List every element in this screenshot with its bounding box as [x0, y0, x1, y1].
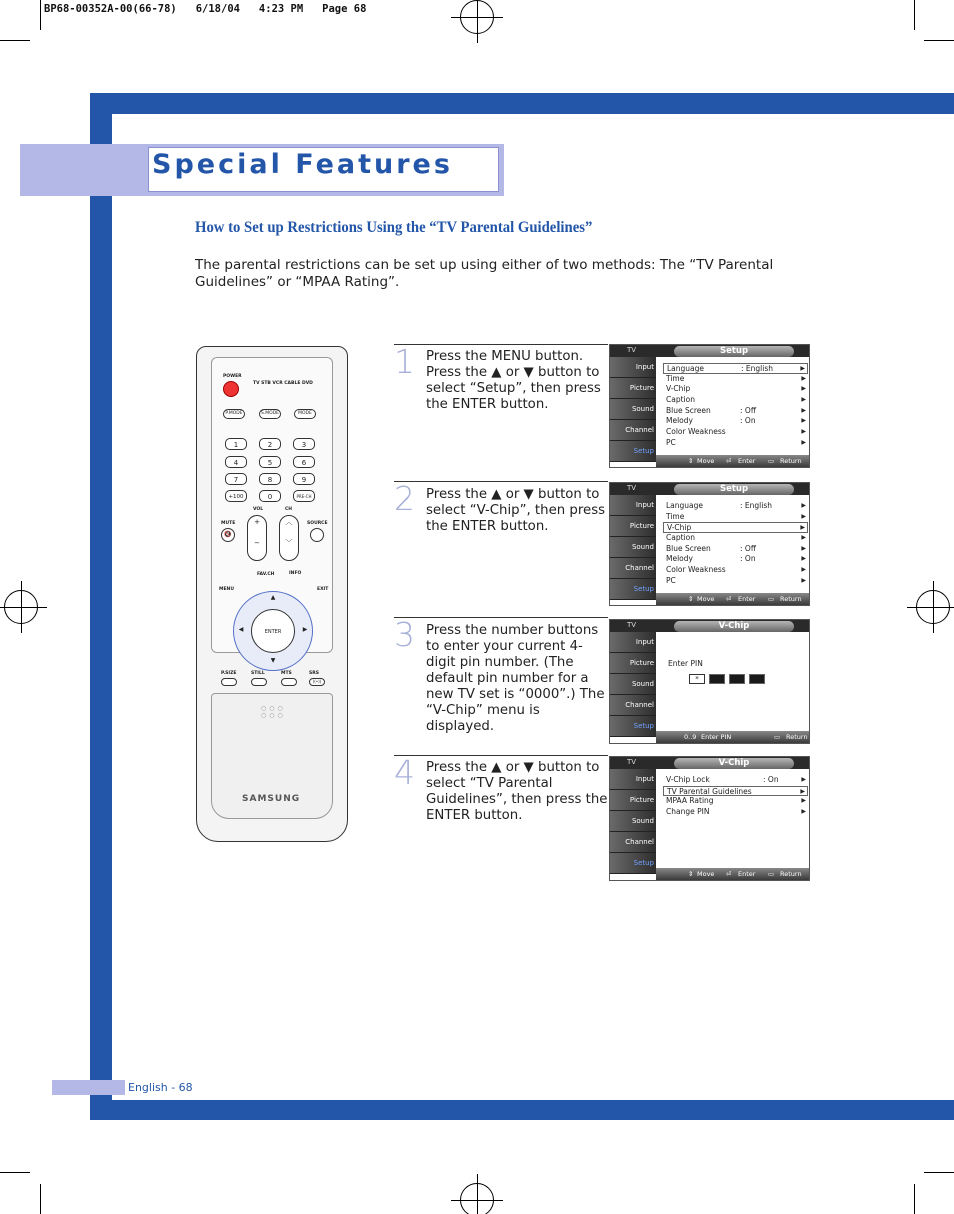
mts-button — [281, 678, 297, 686]
osd-title: V-Chip — [674, 621, 794, 632]
osd-row: Language : English ▶ — [666, 501, 806, 510]
arrow-right-icon: ▶ — [801, 534, 806, 542]
osd-side-sound: Sound — [610, 399, 656, 420]
mode-button: MODE — [294, 409, 316, 419]
page-frame-bottom — [90, 1100, 954, 1120]
mode-labels: TV STB VCR CABLE DVD — [253, 381, 313, 386]
samsung-logo: SAMSUNG — [242, 794, 301, 804]
osd-list — [663, 363, 808, 449]
nav-left-icon: ◀ — [238, 626, 244, 633]
ch-rocker — [279, 515, 299, 561]
arrow-right-icon: ▶ — [800, 787, 805, 795]
pin-digit-2 — [709, 674, 725, 684]
osd-tv-label: TV — [627, 758, 637, 766]
vol-rocker — [247, 515, 267, 561]
remote-control — [196, 346, 348, 842]
osd-list — [663, 775, 808, 818]
osd-sidebar — [610, 495, 656, 600]
key-7: 7 — [225, 473, 247, 485]
osd-title: Setup — [674, 346, 794, 357]
source-button — [310, 528, 324, 542]
key-3: 3 — [293, 438, 315, 450]
vol-label: VOL — [253, 507, 264, 512]
registration-mark — [916, 590, 950, 624]
step-4-text: Press the ▲ or ▼ button to select “TV Parental Guidelines”, then press the ENTER button. — [426, 760, 608, 823]
move-icon: ⇕ — [688, 595, 694, 603]
menu-label: MENU — [219, 587, 234, 592]
still-button — [251, 678, 267, 686]
key-8: 8 — [259, 473, 281, 485]
arrow-right-icon: ▶ — [800, 365, 805, 372]
smode-button: S.MODE — [259, 409, 281, 419]
vol-up-icon: + — [254, 518, 260, 526]
key-0: 0 — [259, 490, 281, 502]
pin-digit-4 — [749, 674, 765, 684]
page-title: Special Features — [152, 149, 453, 180]
pin-digit-3 — [729, 674, 745, 684]
key-6: 6 — [293, 456, 315, 468]
osd-side-input: Input — [610, 357, 656, 378]
osd-row: PC ▶ — [666, 575, 806, 585]
source-label: SOURCE — [307, 521, 328, 526]
page-frame-top — [90, 93, 954, 114]
step-divider — [394, 481, 608, 482]
digits-icon: 0..9 — [684, 733, 697, 741]
arrow-right-icon: ▶ — [801, 428, 806, 436]
osd-header — [610, 345, 809, 357]
osd-header — [610, 620, 809, 632]
srs-label: SRS — [309, 671, 319, 676]
nav-up-icon: ▲ — [270, 594, 276, 601]
osd-side-picture: Picture — [610, 790, 656, 811]
enter-button: ENTER — [251, 609, 295, 653]
osd-row: MPAA Rating ▶ — [666, 796, 806, 806]
ch-up-icon: ︿ — [285, 518, 293, 526]
osd-footer: 0..9 Enter PIN ▭ Return — [656, 731, 809, 743]
osd-row: Caption ▶ — [666, 533, 806, 543]
enter-icon: ⏎ — [726, 595, 732, 603]
intro-paragraph: The parental restrictions can be set up using either of two methods: The “TV Parental Guidelines” or “MPAA Rating”. — [195, 257, 774, 290]
arrow-right-icon: ▶ — [801, 512, 806, 520]
return-icon: ▭ — [774, 733, 781, 741]
key-1: 1 — [225, 438, 247, 450]
power-button — [223, 381, 239, 397]
osd-row: Blue Screen : Off ▶ — [666, 543, 806, 553]
osd-row: Language : English ▶ — [663, 363, 808, 374]
still-label: STILL — [251, 671, 265, 676]
arrow-right-icon: ▶ — [801, 566, 806, 574]
osd-footer: ⇕ Move ⏎ Enter ▭ Return — [656, 593, 809, 605]
enter-icon: ⏎ — [726, 870, 732, 878]
arrow-right-icon: ▶ — [801, 502, 806, 509]
osd-header — [610, 483, 809, 495]
osd-setup-menu-2 — [609, 482, 810, 606]
osd-side-input: Input — [610, 769, 656, 790]
arrow-right-icon: ▶ — [801, 374, 806, 382]
osd-side-setup: Setup — [610, 441, 656, 462]
pmode-button: P.MODE — [223, 409, 245, 419]
step-1-number: 1 — [394, 342, 415, 381]
osd-row: Melody : On ▶ — [666, 554, 806, 564]
osd-setup-menu-1 — [609, 344, 810, 468]
osd-side-setup: Setup — [610, 579, 656, 600]
mute-button: 🔇 — [221, 528, 235, 542]
osd-side-picture: Picture — [610, 378, 656, 399]
osd-side-channel: Channel — [610, 420, 656, 441]
step-divider — [394, 755, 608, 756]
osd-side-channel: Channel — [610, 558, 656, 579]
osd-side-setup: Setup — [610, 853, 656, 874]
key-5: 5 — [259, 456, 281, 468]
osd-sidebar — [610, 769, 656, 874]
exit-label: EXIT — [317, 587, 329, 592]
nav-right-icon: ▶ — [302, 626, 308, 633]
page-number: English - 68 — [128, 1081, 193, 1094]
pin-digit-1: * — [689, 674, 705, 684]
pre-ch-button: PRE-CH — [293, 490, 315, 502]
registration-mark — [460, 1183, 494, 1214]
osd-row: V-Chip ▶ — [663, 522, 808, 533]
registration-mark — [4, 590, 38, 624]
crop-mark — [0, 40, 30, 41]
osd-row: Blue Screen : Off ▶ — [666, 405, 806, 415]
osd-row: V-Chip ▶ — [666, 384, 806, 394]
osd-side-channel: Channel — [610, 695, 656, 716]
crop-mark — [914, 0, 915, 30]
osd-side-picture: Picture — [610, 653, 656, 674]
crop-mark — [0, 1172, 30, 1173]
osd-row: Time ▶ — [666, 511, 806, 521]
page-frame-left — [90, 93, 112, 1120]
return-icon: ▭ — [768, 870, 775, 878]
key-2: 2 — [259, 438, 281, 450]
arrow-right-icon: ▶ — [801, 417, 806, 425]
osd-side-picture: Picture — [610, 516, 656, 537]
vol-down-icon: − — [254, 539, 260, 547]
arrow-right-icon: ▶ — [801, 544, 806, 552]
osd-row: Color Weakness ▶ — [666, 427, 806, 437]
crop-mark — [924, 1172, 954, 1173]
remote-indicator-dots: ○○○ ○○○ — [261, 705, 286, 719]
osd-vchip-menu — [609, 756, 810, 881]
step-3-number: 3 — [394, 615, 415, 654]
arrow-right-icon: ▶ — [801, 396, 806, 404]
arrow-right-icon: ▶ — [801, 555, 806, 563]
osd-header — [610, 757, 809, 769]
footer-band — [52, 1080, 125, 1095]
arrow-right-icon: ▶ — [801, 797, 806, 805]
info-label: INFO — [289, 571, 302, 576]
arrow-right-icon: ▶ — [801, 406, 806, 414]
osd-side-channel: Channel — [610, 832, 656, 853]
key-plus100: +100 — [225, 490, 247, 502]
step-2-number: 2 — [394, 479, 415, 518]
osd-row: PC ▶ — [666, 437, 806, 447]
arrow-right-icon: ▶ — [801, 776, 806, 783]
crop-mark — [40, 0, 41, 30]
step-2-text: Press the ▲ or ▼ button to select “V-Chip”, then press the ENTER button. — [426, 487, 606, 534]
ch-label: CH — [285, 507, 293, 512]
enter-pin-label: Enter PIN — [668, 659, 703, 668]
osd-side-input: Input — [610, 495, 656, 516]
step-divider — [394, 344, 608, 345]
osd-row: Time ▶ — [666, 373, 806, 383]
arrow-right-icon: ▶ — [801, 808, 806, 816]
osd-title: Setup — [674, 484, 794, 495]
return-icon: ▭ — [768, 457, 775, 465]
psize-label: P.SIZE — [221, 671, 237, 676]
osd-footer: ⇕ Move ⏎ Enter ▭ Return — [656, 868, 809, 880]
osd-title: V-Chip — [674, 758, 794, 769]
move-icon: ⇕ — [688, 870, 694, 878]
osd-tv-label: TV — [627, 621, 637, 629]
nav-down-icon: ▼ — [270, 657, 276, 664]
osd-row: Color Weakness ▶ — [666, 565, 806, 575]
osd-tv-label: TV — [627, 346, 637, 354]
osd-sidebar — [610, 632, 656, 737]
arrow-right-icon: ▶ — [801, 438, 806, 446]
print-slug: BP68-00352A-00(66-78) 6/18/04 4:23 PM Page 68 — [44, 3, 367, 15]
crop-mark — [914, 1184, 915, 1214]
power-label: POWER — [223, 374, 242, 379]
osd-side-input: Input — [610, 632, 656, 653]
osd-row: Change PIN ▶ — [666, 807, 806, 817]
osd-row: Melody : On ▶ — [666, 416, 806, 426]
step-divider — [394, 617, 608, 618]
mute-label: MUTE — [221, 521, 236, 526]
move-icon: ⇕ — [688, 457, 694, 465]
osd-footer: ⇕ Move ⏎ Enter ▭ Return — [656, 455, 809, 467]
ch-down-icon: ﹀ — [285, 539, 293, 547]
return-icon: ▭ — [768, 595, 775, 603]
arrow-right-icon: ▶ — [801, 576, 806, 584]
key-4: 4 — [225, 456, 247, 468]
osd-row: V-Chip Lock : On ▶ — [666, 775, 806, 784]
osd-tv-label: TV — [627, 484, 637, 492]
step-1-text: Press the MENU button. Press the ▲ or ▼ button to select “Setup”, then press the ENTER button. — [426, 349, 601, 412]
step-4-number: 4 — [394, 753, 415, 792]
enter-icon: ⏎ — [726, 457, 732, 465]
osd-row: TV Parental Guidelines ▶ — [663, 786, 808, 797]
step-3-text: Press the number buttons to enter your current 4-digit pin number. (The default pin number for a new TV set is “0000”.) The “V-Chip” menu is displayed. — [426, 623, 605, 734]
srs-button: ((•)) — [309, 678, 325, 686]
psize-button — [221, 678, 237, 686]
osd-sidebar — [610, 357, 656, 462]
osd-vchip-pin — [609, 619, 810, 744]
osd-side-sound: Sound — [610, 811, 656, 832]
osd-side-setup: Setup — [610, 716, 656, 737]
crop-mark — [40, 1184, 41, 1214]
mts-label: MTS — [281, 671, 292, 676]
osd-side-sound: Sound — [610, 537, 656, 558]
section-title: How to Set up Restrictions Using the “TV Parental Guidelines” — [195, 219, 593, 236]
registration-mark — [460, 0, 494, 34]
key-9: 9 — [293, 473, 315, 485]
osd-list — [663, 501, 808, 587]
osd-row: Caption ▶ — [666, 395, 806, 405]
arrow-right-icon: ▶ — [801, 385, 806, 393]
favch-label: FAV.CH — [257, 572, 275, 577]
crop-mark — [924, 40, 954, 41]
arrow-right-icon: ▶ — [800, 524, 805, 532]
osd-side-sound: Sound — [610, 674, 656, 695]
